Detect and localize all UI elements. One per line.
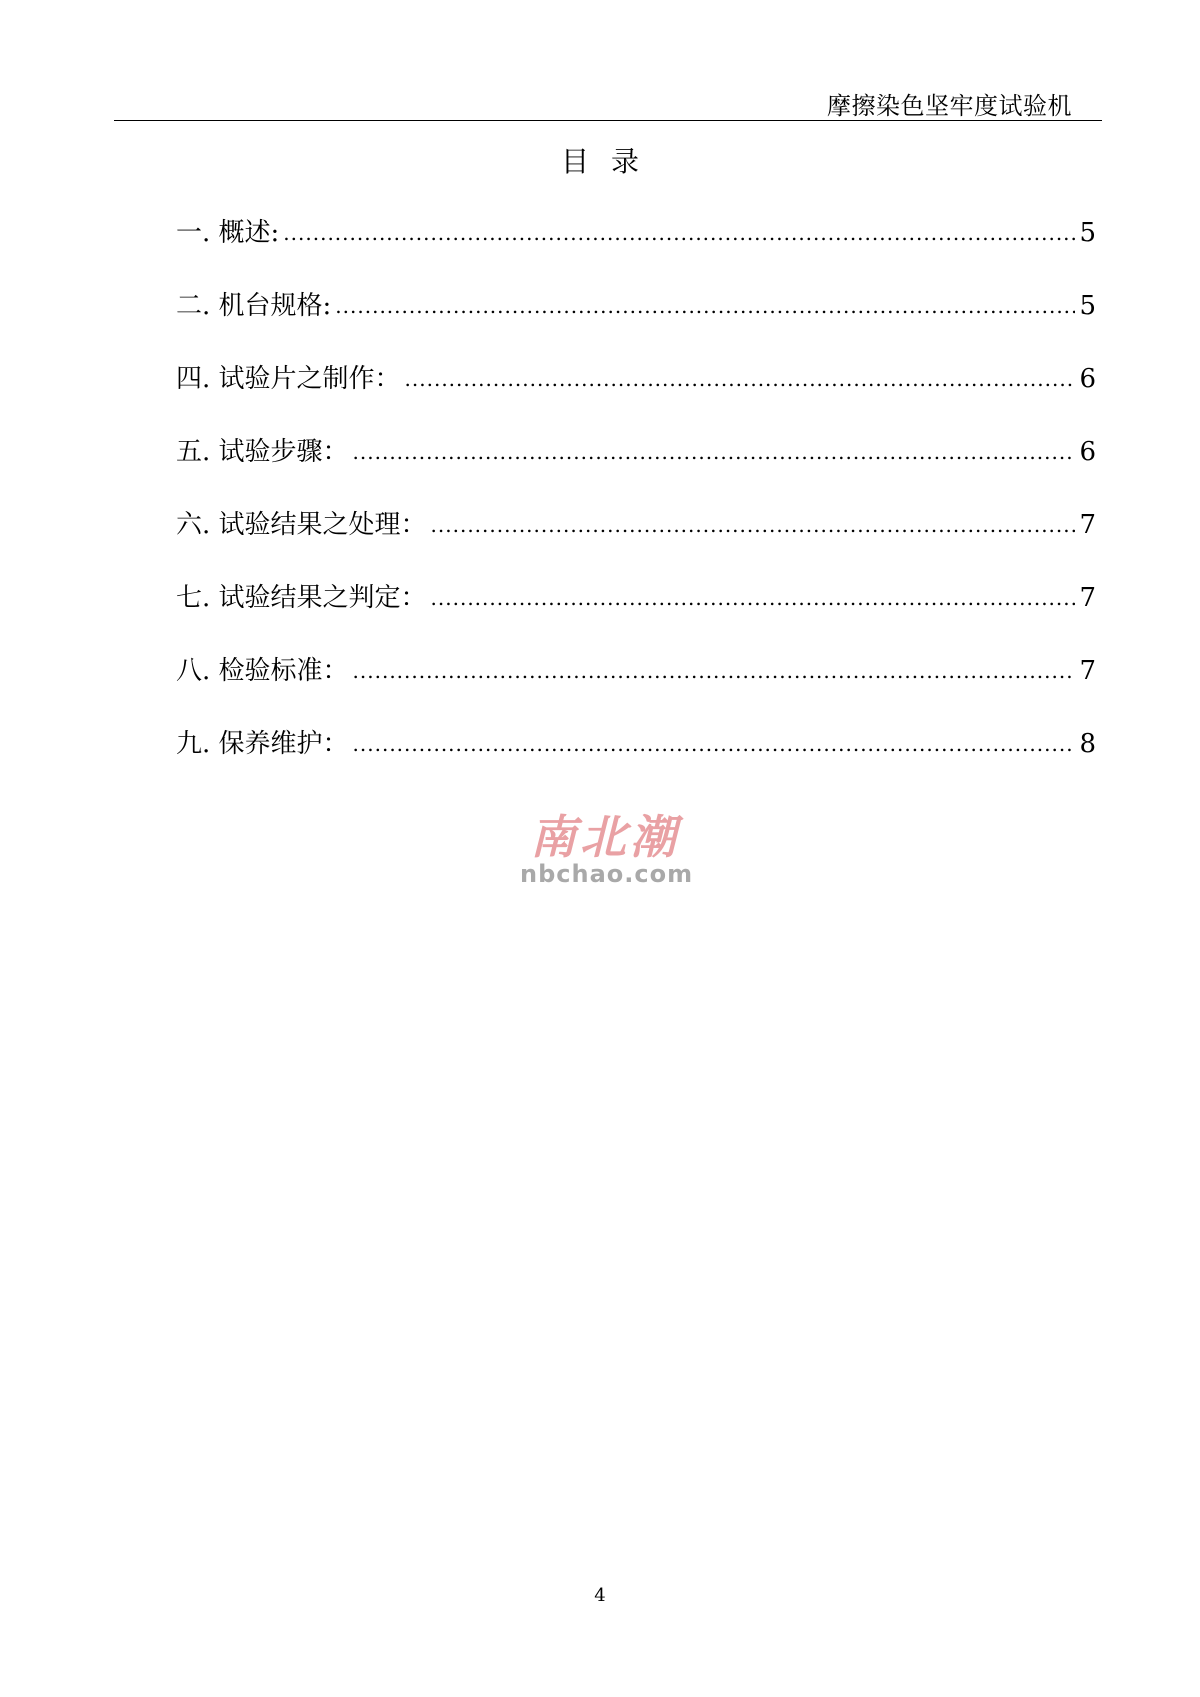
toc-entry-label: 八. 检验标准：: [176, 656, 349, 686]
toc-entry-page: 7: [1079, 656, 1096, 686]
toc-entry-label: 二. 机台规格:: [176, 291, 332, 321]
toc-entry-page: 8: [1079, 729, 1096, 759]
toc-entry-page: 7: [1079, 510, 1096, 540]
toc-entry[interactable]: [176, 504, 1096, 577]
dot-leader: [431, 509, 1076, 539]
dot-leader: [353, 655, 1076, 685]
dot-leader: [353, 436, 1076, 466]
toc-entry-label: 九. 保养维护：: [176, 729, 349, 759]
dot-leader: [405, 363, 1076, 393]
dot-leader: [283, 217, 1075, 247]
toc-entry[interactable]: [176, 723, 1096, 796]
toc-entry-page: 6: [1079, 364, 1096, 394]
toc-entry[interactable]: [176, 358, 1096, 431]
page-header: [114, 80, 1102, 121]
dot-leader: [353, 728, 1076, 758]
table-of-contents: [176, 212, 1096, 796]
toc-entry-page: 7: [1079, 583, 1096, 613]
toc-entry-label: 四. 试验片之制作：: [176, 364, 401, 394]
toc-entry[interactable]: [176, 577, 1096, 650]
toc-entry[interactable]: [176, 431, 1096, 504]
watermark-logo: [520, 810, 694, 892]
watermark-text: 南北潮: [530, 810, 680, 864]
watermark-url: nbchao.com: [520, 860, 694, 888]
toc-entry-label: 六. 试验结果之处理：: [176, 510, 427, 540]
toc-entry[interactable]: [176, 285, 1096, 358]
toc-entry-page: 5: [1079, 218, 1096, 248]
toc-entry-label: 五. 试验步骤：: [176, 437, 349, 467]
toc-entry[interactable]: [176, 650, 1096, 723]
toc-entry-page: 5: [1079, 291, 1096, 321]
toc-entry-label: 一. 概述:: [176, 218, 280, 248]
document-title: 摩擦染色坚牢度试验机: [827, 92, 1072, 120]
dot-leader: [335, 290, 1075, 320]
toc-heading: 目录: [560, 145, 661, 178]
page-number: 4: [594, 1585, 606, 1606]
toc-entry-page: 6: [1079, 437, 1096, 467]
dot-leader: [431, 582, 1076, 612]
toc-entry-label: 七. 试验结果之判定：: [176, 583, 427, 613]
toc-entry[interactable]: [176, 212, 1096, 285]
